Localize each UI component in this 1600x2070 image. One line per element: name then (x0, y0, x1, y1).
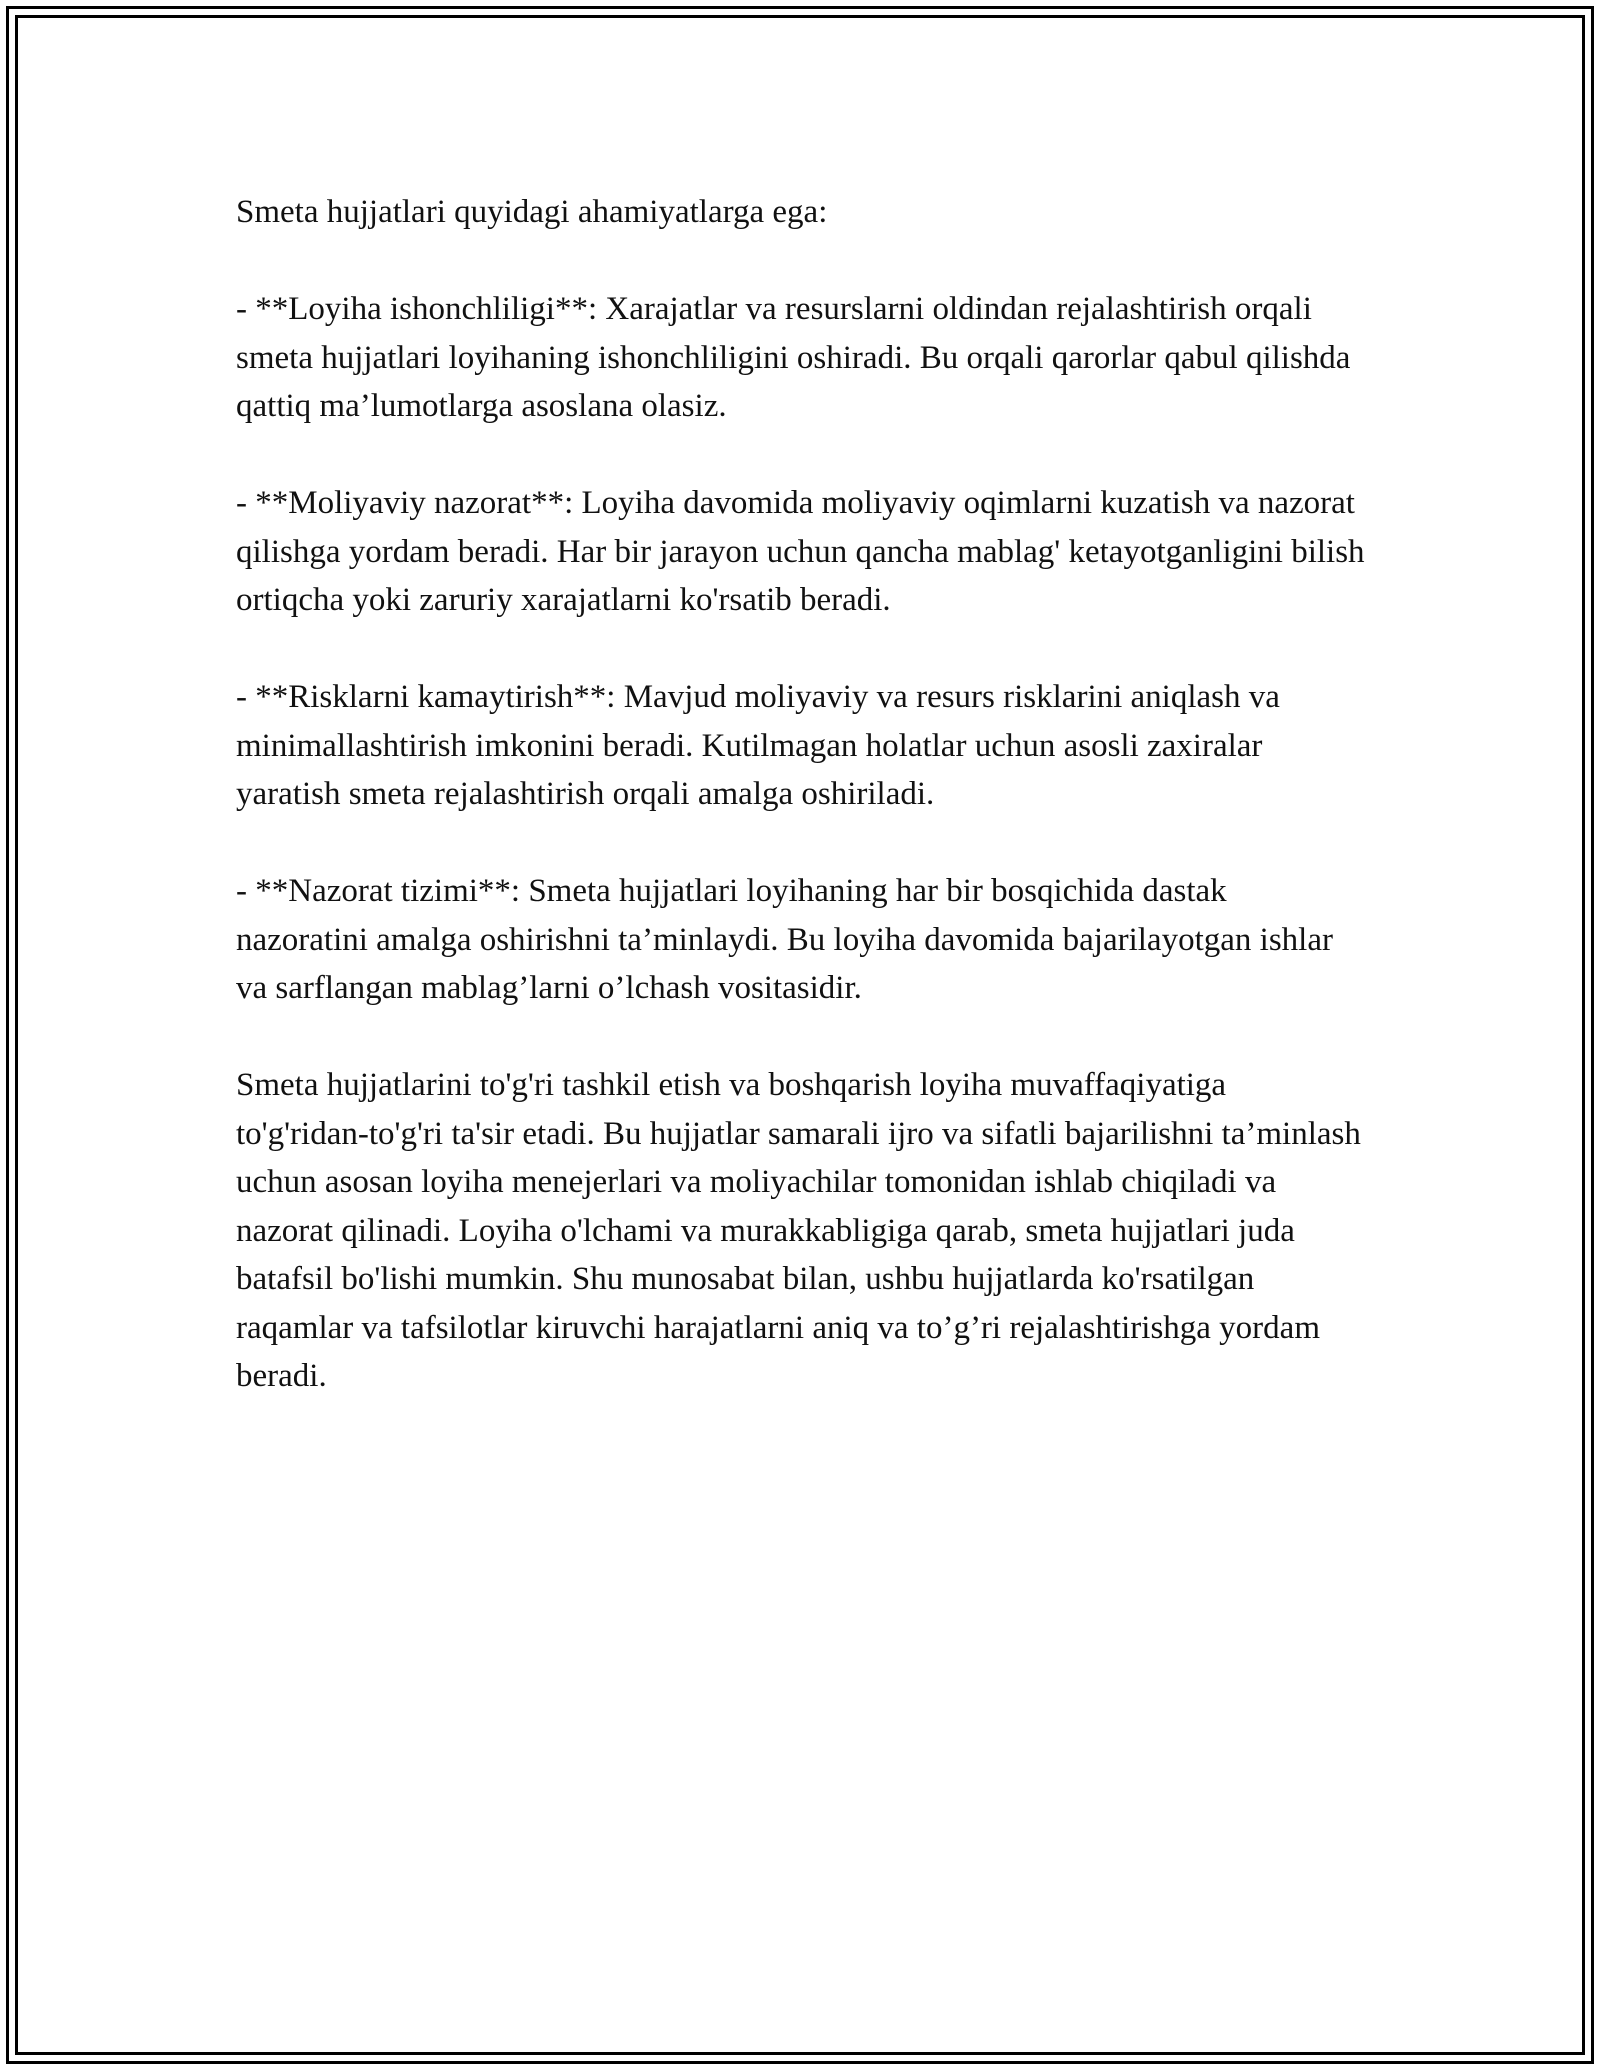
list-item-nazorat-tizimi: - **Nazorat tizimi**: Smeta hujjatlari loyihaning har bir bosqichida dastak nazoratini amalga oshirishni ta’minlaydi. Bu loyiha davomida bajarilayotgan ishlar va sarflangan mablag’larni o’lchash vositasidir. (236, 873, 1333, 1006)
list-item-moliyaviy-nazorat: - **Moliyaviy nazorat**: Loyiha davomida moliyaviy oqimlarni kuzatish va nazorat qilishga yordam beradi. Har bir jarayon uchun qancha mablag' ketayotganligini bilish ortiqcha yoki zaruriy xarajatlarni ko'rsatib beradi. (236, 485, 1365, 618)
document-body (236, 188, 1366, 1449)
list-item-loyiha-ishonchliligi: - **Loyiha ishonchliligi**: Xarajatlar va resurslarni oldindan rejalashtirish orqali smeta hujjatlari loyihaning ishonchliligini oshiradi. Bu orqali qarorlar qabul qilishda qattiq ma’lumotlarga asoslana olasiz. (236, 291, 1351, 424)
intro-paragraph: Smeta hujjatlari quyidagi ahamiyatlarga ega: (236, 194, 828, 230)
list-item-risklarni-kamaytirish: - **Risklarni kamaytirish**: Mavjud moliyaviy va resurs risklarini aniqlash va minimallashtirish imkonini beradi. Kutilmagan holatlar uchun asosli zaxiralar yaratish smeta rejalashtirish orqali amalga oshiriladi. (236, 679, 1280, 812)
conclusion-paragraph: Smeta hujjatlarini to'g'ri tashkil etish va boshqarish loyiha muvaffaqiyatiga to'g'ridan-to'g'ri ta'sir etadi. Bu hujjatlar samarali ijro va sifatli bajarilishni ta’minlash uchun asosan loyiha menejerlari va moliyachilar tomonidan ishlab chiqiladi va nazorat qilinadi. Loyiha o'lchami va murakkabligiga qarab, smeta hujjatlari juda batafsil bo'lishi mumkin. Shu munosabat bilan, ushbu hujjatlarda ko'rsatilgan raqamlar va tafsilotlar kiruvchi harajatlarni aniq va to’g’ri rejalashtirishga yordam beradi. (236, 1067, 1361, 1394)
